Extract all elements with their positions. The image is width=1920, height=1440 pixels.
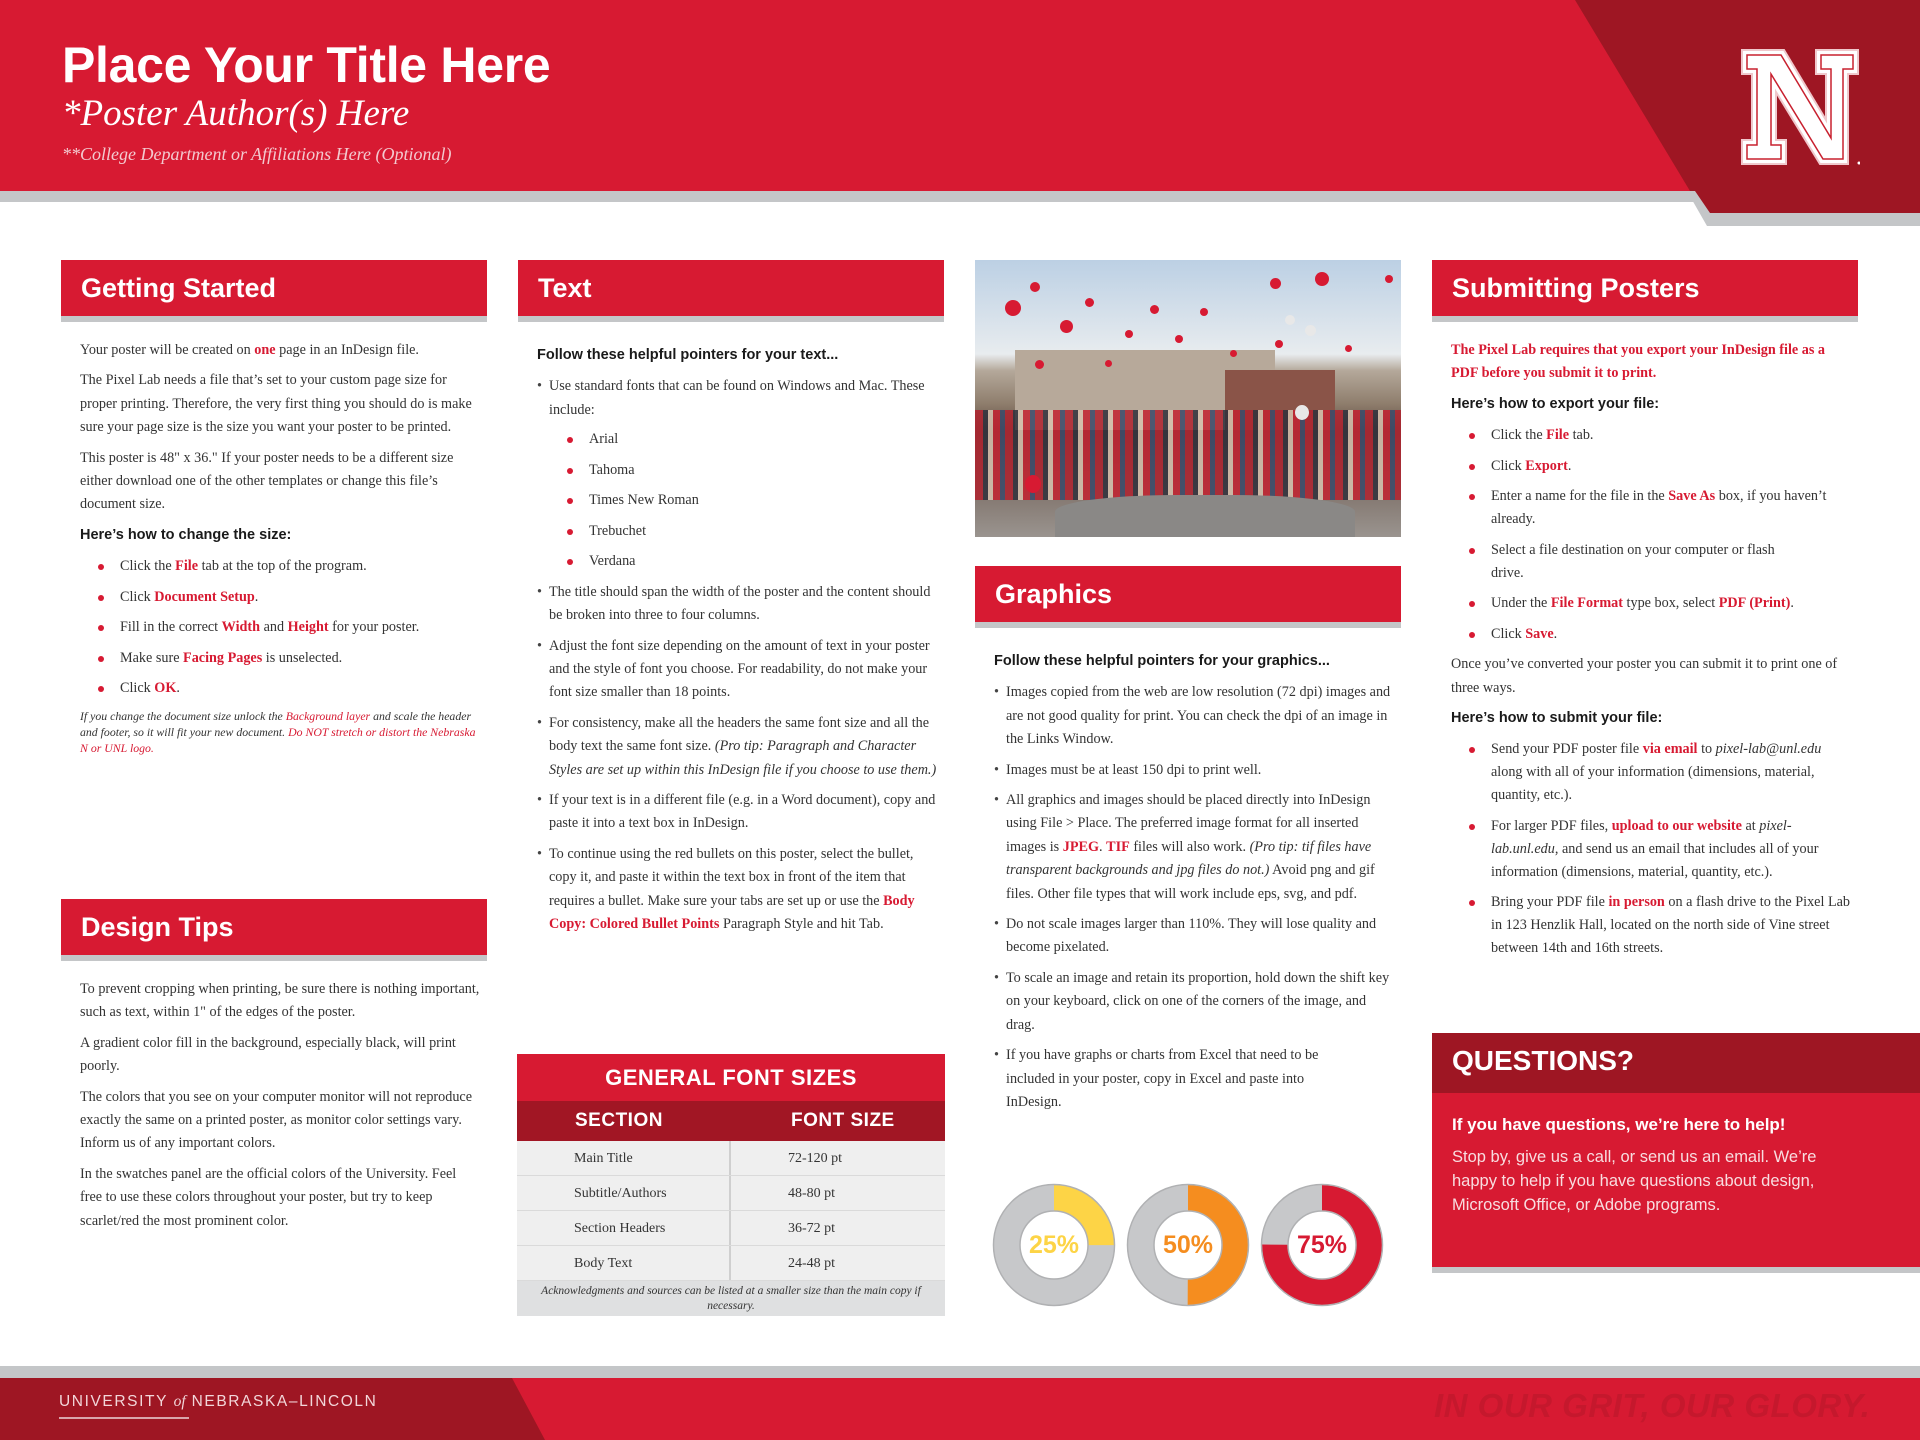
- font-size-table: [517, 1054, 945, 1316]
- footer-gray-rule: [0, 1366, 1920, 1378]
- paragraph: In the swatches panel are the official colors of the University. Feel free to use these colors throughout your poster, but try to keep scarlet/red the most prominent color.: [80, 1165, 457, 1229]
- list-item: • Images copied from the web are low resolution (72 dpi) images and are not good quality for print. You can check the dpi of an image in the Links Window.: [1006, 681, 1394, 751]
- list-item: Select a file destination on your computer or flash drive.: [1491, 539, 1791, 585]
- design-tips-body: [80, 978, 480, 1240]
- section-header-submitting-posters: [1432, 260, 1858, 322]
- subheading: Follow these helpful pointers for your graphics...: [994, 653, 1330, 669]
- list-item: • Adjust the font size depending on the amount of text in your poster and the style of font you choose. For readability, do not make your font size smaller than 18 points.: [549, 635, 937, 705]
- upload-link[interactable]: upload to our website: [1611, 817, 1742, 834]
- section-title: Getting Started: [81, 273, 277, 303]
- table-title: GENERAL FONT SIZES: [517, 1054, 945, 1101]
- font-list: [549, 428, 937, 573]
- resize-note: If you change the document size unlock the Background layer and scale the header and footer, so it will fit your new document. Do NOT stretch or distort the Nebraska N or UNL logo.: [80, 708, 476, 755]
- paragraph: A gradient color fill in the background, especially black, will print poorly.: [80, 1034, 456, 1075]
- list-item: For larger PDF files, upload to our website at pixel-lab.unl.edu, and send us an email that includes all of your information (dimensions, material, quantity, etc.).: [1491, 815, 1851, 884]
- section-title: Submitting Posters: [1452, 273, 1700, 303]
- list-item: Click Document Setup.: [120, 586, 480, 609]
- questions-lead: If you have questions, we’re here to help!: [1452, 1115, 1786, 1134]
- section-header-design-tips: [61, 899, 487, 961]
- subheading: Follow these helpful pointers for your text...: [537, 347, 839, 363]
- poster-title: Place Your Title Here: [62, 37, 551, 93]
- subheading: Here’s how to export your file:: [1451, 395, 1660, 412]
- export-steps: [1451, 424, 1851, 646]
- table-row: Section Headers 36-72 pt: [517, 1211, 945, 1246]
- list-item: • Do not scale images larger than 110%. They will lose quality and become pixelated.: [1006, 913, 1394, 960]
- list-item: Click the File tab.: [1491, 424, 1851, 447]
- graphics-body: [994, 646, 1394, 1121]
- change-size-steps: [80, 555, 480, 700]
- column-header-section: SECTION: [575, 1110, 663, 1131]
- paragraph: To prevent cropping when printing, be sure there is nothing important, such as text, within 1" of the edges of the poster.: [80, 981, 480, 1021]
- list-item: Click the File tab at the top of the program.: [120, 555, 480, 578]
- section-header-graphics: [975, 566, 1401, 628]
- email-address[interactable]: pixel-lab@unl.edu: [1715, 741, 1822, 758]
- paragraph: This poster is 48" x 36." If your poster needs to be a different size either download one of the other templates or change this file’s document size.: [80, 449, 454, 513]
- donut-label: 25%: [1028, 1231, 1080, 1259]
- list-item: • Use standard fonts that can be found on Windows and Mac. These include: Arial Tahoma Times New Roman Trebuchet Verdana: [549, 375, 937, 573]
- paragraph: Your poster will be created on one page in an InDesign file.: [80, 342, 419, 358]
- donut-label: 50%: [1162, 1231, 1214, 1259]
- questions-box: [1432, 1033, 1920, 1273]
- list-item: • For consistency, make all the headers the same font size and all the body text the same font size. (Pro tip: Paragraph and Character Styles are set up within this InDesign file if you choose to use them.): [549, 712, 937, 782]
- list-item: Send your PDF poster file via email to pixel-lab@unl.edu along with all of your information (dimensions, material, quantity, etc.).: [1491, 738, 1851, 807]
- submit-methods: [1451, 738, 1851, 960]
- section-title: Graphics: [995, 579, 1113, 609]
- list-item: Make sure Facing Pages is unselected.: [120, 647, 480, 670]
- font-item: Trebuchet: [589, 520, 937, 543]
- table-row: Subtitle/Authors 48-80 pt: [517, 1176, 945, 1211]
- column-header-font-size: FONT SIZE: [791, 1110, 895, 1131]
- donut-chart-25: [992, 1183, 1116, 1307]
- section-header-text: [518, 260, 944, 322]
- font-item: Arial: [589, 428, 937, 451]
- font-item: Times New Roman: [589, 489, 937, 512]
- paragraph: The Pixel Lab needs a file that’s set to your custom page size for proper printing. Therefore, the very first thing you should do is make sure your page size is the size you want your poster to be printed.: [80, 372, 472, 436]
- wordmark-fine-print: [59, 1417, 189, 1419]
- table-row: Body Text 24-48 pt: [517, 1246, 945, 1281]
- poster-affiliations: **College Department or Affiliations Here (Optional): [62, 144, 452, 164]
- list-item: Enter a name for the file in the Save As box, if you haven’t already.: [1491, 485, 1851, 531]
- table-row: Main Title 72-120 pt: [517, 1141, 945, 1176]
- footer-slogan: IN OUR GRIT, OUR GLORY.: [1434, 1387, 1871, 1424]
- getting-started-body: [80, 339, 480, 756]
- list-item: • To continue using the red bullets on this poster, select the bullet, copy it, and paste it within the text box in front of the item that requires a bullet. Make sure your tabs are set up or use the Body Copy: Colored Bullet Points Paragraph Style and hit Tab.: [549, 843, 937, 937]
- donut-chart-50: [1126, 1183, 1250, 1307]
- text-pointers: [537, 375, 937, 936]
- list-item: • If your text is in a different file (e.g. in a Word document), copy and paste it into a text box in InDesign.: [549, 789, 937, 836]
- list-item: • The title should span the width of the poster and the content should be broken into three to four columns.: [549, 581, 937, 628]
- subheading: Here’s how to change the size:: [80, 526, 292, 543]
- questions-header: [1432, 1033, 1920, 1093]
- section-title: Text: [538, 273, 592, 303]
- donut-chart-75: [1260, 1183, 1384, 1307]
- unl-wordmark: UNIVERSITY of NEBRASKA–LINCOLN: [59, 1393, 378, 1410]
- nebraska-n-logo-icon: [1740, 48, 1860, 166]
- list-item: Bring your PDF file in person on a flash drive to the Pixel Lab in 123 Henzlik Hall, located on the north side of Vine street between 14th and 16th streets.: [1491, 891, 1851, 960]
- text-section-body: [537, 340, 937, 943]
- table-header-row: [517, 1101, 945, 1141]
- list-item: Under the File Format type box, select PDF (Print).: [1491, 592, 1851, 615]
- list-item: • Images must be at least 150 dpi to print well.: [1006, 759, 1394, 782]
- graphics-pointers: [994, 681, 1394, 1114]
- list-item: • All graphics and images should be placed directly into InDesign using File > Place. The preferred image format for all inserted images is JPEG. TIF files will also work. (Pro tip: tif files have transparent backgrounds and jpg files do not.) Avoid png and gif files. Other file types that will work include eps, svg, and pdf.: [1006, 789, 1394, 906]
- balloon-release-photo: [975, 260, 1401, 537]
- section-header-getting-started: [61, 260, 487, 322]
- export-requirement: The Pixel Lab requires that you export your InDesign file as a PDF before you submit it to print.: [1451, 342, 1826, 382]
- poster-authors: *Poster Author(s) Here: [62, 93, 410, 134]
- subheading: Here’s how to submit your file:: [1451, 710, 1663, 727]
- list-item: Click Export.: [1491, 455, 1851, 478]
- list-item: • To scale an image and retain its proportion, hold down the shift key on your keyboard, click on one of the corners of the image, and drag.: [1006, 967, 1394, 1037]
- submitting-body: [1451, 339, 1851, 968]
- list-item: Click Save.: [1491, 623, 1851, 646]
- questions-title: QUESTIONS?: [1452, 1045, 1635, 1076]
- donut-label: 75%: [1296, 1231, 1348, 1259]
- list-item: Click OK.: [120, 677, 480, 700]
- website-url[interactable]: pixel-lab.unl.edu: [1491, 817, 1792, 857]
- list-item: Fill in the correct Width and Height for your poster.: [120, 616, 480, 639]
- questions-body: Stop by, give us a call, or send us an email. We’re happy to help if you have questions about design, Microsoft Office, or Adobe programs.: [1452, 1148, 1817, 1214]
- table-footnote: Acknowledgments and sources can be listed at a smaller size than the main copy if necessary.: [517, 1281, 945, 1316]
- section-title: Design Tips: [81, 912, 234, 942]
- font-item: Tahoma: [589, 459, 937, 482]
- paragraph: Once you’ve converted your poster you can submit it to print one of three ways.: [1451, 656, 1838, 696]
- font-item: Verdana: [589, 550, 937, 573]
- email-link[interactable]: via email: [1642, 741, 1698, 758]
- list-item: • If you have graphs or charts from Excel that need to be included in your poster, copy in Excel and paste into InDesign.: [1006, 1044, 1346, 1114]
- paragraph: The colors that you see on your computer monitor will not reproduce exactly the same on a printed poster, as monitor color settings vary. Inform us of any important colors.: [80, 1088, 473, 1152]
